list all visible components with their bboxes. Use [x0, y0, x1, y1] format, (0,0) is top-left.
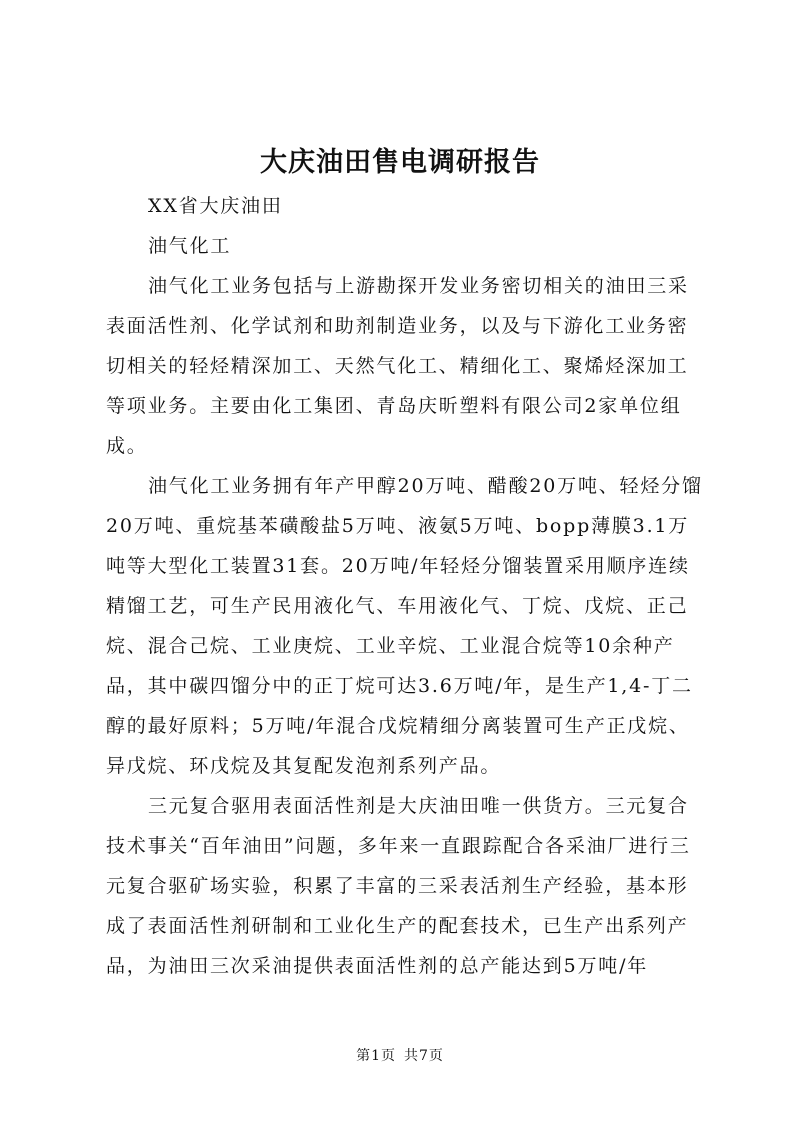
page-footer [0, 1045, 800, 1065]
document-title: 大庆油田售电调研报告 [260, 147, 540, 178]
page-total: 共7页 [404, 1048, 444, 1064]
paragraph-facilities: 油气化工业务拥有年产甲醇20万吨、醋酸20万吨、轻烃分馏20万吨、重烷基苯磺酸盐5万吨、液氨5万吨、bopp薄膜3.1万吨等大型化工装置31套。20万吨/年轻烃分馏装置采用顺序连续精馏工艺，可生产民用液化气、车用液化气、丁烷、戊烷、正己烷、混合己烷、工业庚烷、工业辛烷、工业混合烷等10余种产品，其中碳四馏分中的正丁烷可达3.6万吨/年，是生产1,4-丁二醇的最好原料；5万吨/年混合戊烷精细分离装置可生产正戊烷、异戊烷、环戊烷及其复配发泡剂系列产品。 [106, 475, 703, 777]
page-number: 第1页 [356, 1048, 396, 1064]
paragraph-business-scope: 油气化工业务包括与上游勘探开发业务密切相关的油田三采表面活性剂、化学试剂和助剂制造业务，以及与下游化工业务密切相关的轻烃精深加工、天然气化工、精细化工、聚烯烃深加工等项业务。主要由化工集团、青岛庆昕塑料有限公司2家单位组成。 [106, 275, 689, 457]
paragraph-section-heading: 油气化工 [148, 235, 232, 257]
paragraph-location: XX省大庆油田 [148, 195, 283, 217]
paragraph-surfactant: 三元复合驱用表面活性剂是大庆油田唯一供货方。三元复合技术事关“百年油田”问题，多年来一直跟踪配合各采油厂进行三元复合驱矿场实验，积累了丰富的三采表活剂生产经验，基本形成了表面活性剂研制和工业化生产的配套技术，已生产出系列产品，为油田三次采油提供表面活性剂的总产能达到5万吨/年 [106, 795, 691, 977]
document-body [106, 186, 706, 986]
